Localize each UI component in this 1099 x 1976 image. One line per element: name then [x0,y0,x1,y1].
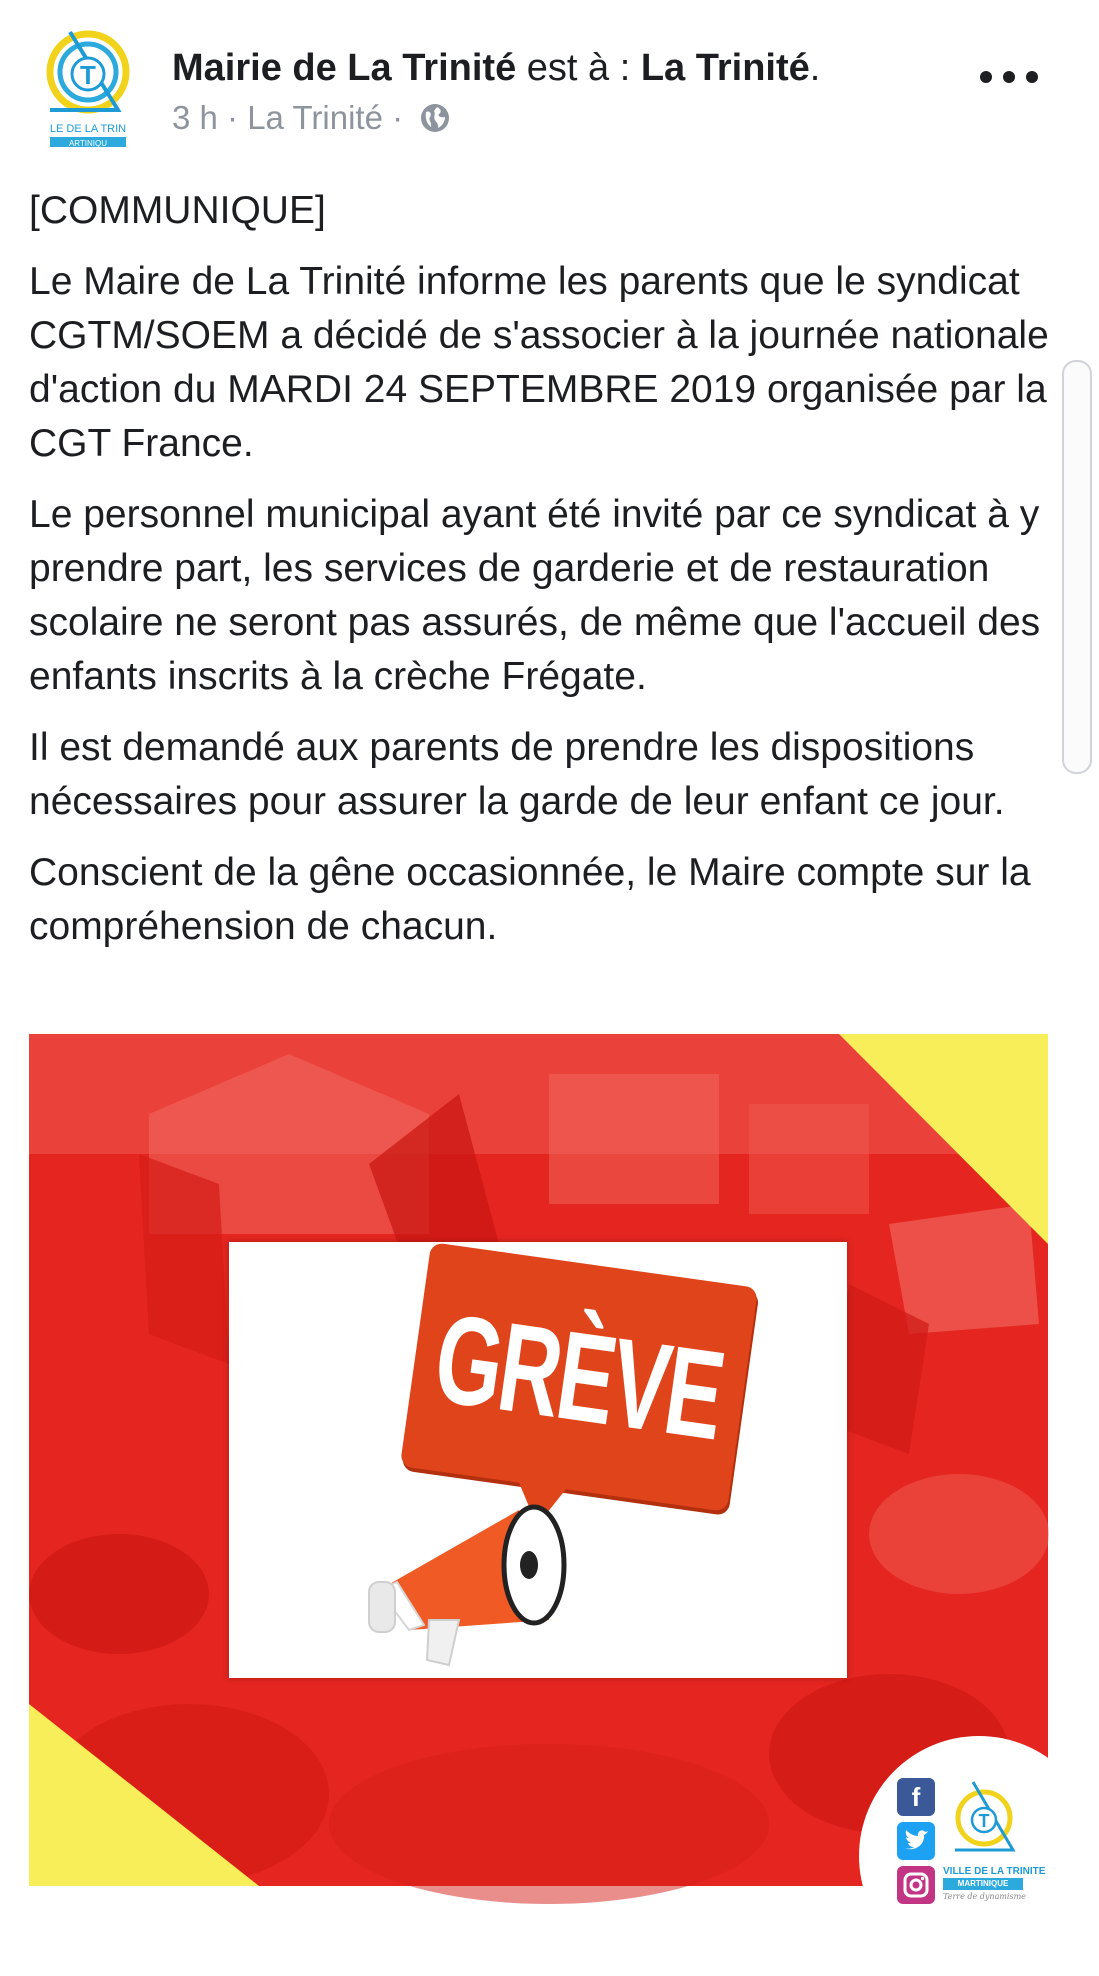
post-paragraph: Il est demandé aux parents de prendre les dispositions nécessaires pour assurer la garde de leur enfant ce jour. [29,726,1005,823]
more-dots-icon [1026,71,1038,83]
meta-place[interactable]: La Trinité [247,99,383,136]
more-dots-icon [1003,71,1015,83]
instagram-icon[interactable] [897,1866,935,1904]
author-name[interactable]: Mairie de La Trinité [172,47,517,89]
facebook-icon[interactable]: f [897,1778,935,1816]
post-paragraph: Le Maire de La Trinité informe les parents que le syndicat CGTM/SOEM a décidé de s'associer à la journée nationale d'action du MARDI 24 SEPTEMBRE 2019 organisée par la CGT France. [29,260,1049,465]
post-paragraph: Le personnel municipal ayant été invité par ce syndicat à y prendre part, les services de garderie et de restauration scolaire ne seront pas assurés, de même que l'accueil des enfants inscrits à la crèche Frégate. [29,493,1041,698]
location-prefix: est à : [516,47,641,89]
post-paragraph: [COMMUNIQUE] [29,189,326,232]
scroll-handle[interactable] [1062,360,1092,774]
post-meta [172,96,450,140]
greve-text: GRÈVE [427,1286,731,1467]
badge-caption: VILLE DE LA TRINITE MARTINIQUE [943,1866,1046,1888]
location-link[interactable]: La Trinité [640,47,810,89]
town-logo-icon [943,1772,1025,1864]
svg-text:ARTINIQU: ARTINIQU [68,139,108,148]
svg-text:LE DE LA TRIN: LE DE LA TRIN [49,123,127,135]
social-badge [859,1736,1099,1976]
badge-subcaption: Terre de dynamisme [943,1892,1026,1901]
svg-text:T: T [978,1811,990,1831]
location-suffix: . [809,47,821,89]
poster-card [229,1242,847,1678]
meta-separator: · [382,99,413,136]
globe-icon [420,103,450,133]
town-logo-icon [30,22,146,152]
avatar[interactable] [30,22,146,152]
author-line [172,44,820,92]
post-text [29,184,1049,971]
more-options-button[interactable] [980,62,1038,92]
svg-text:T: T [80,60,96,90]
post-paragraph: Conscient de la gêne occasionnée, le Maire compte sur la compréhension de chacun. [29,851,1031,948]
more-dots-icon [980,71,992,83]
post-time[interactable]: 3 h [172,99,218,136]
post-header [0,0,1078,160]
twitter-icon[interactable] [897,1822,935,1860]
meta-separator: · [217,99,248,136]
megaphone-icon [349,1470,579,1670]
post-image[interactable] [29,1034,1048,1901]
social-icons [897,1778,935,1904]
